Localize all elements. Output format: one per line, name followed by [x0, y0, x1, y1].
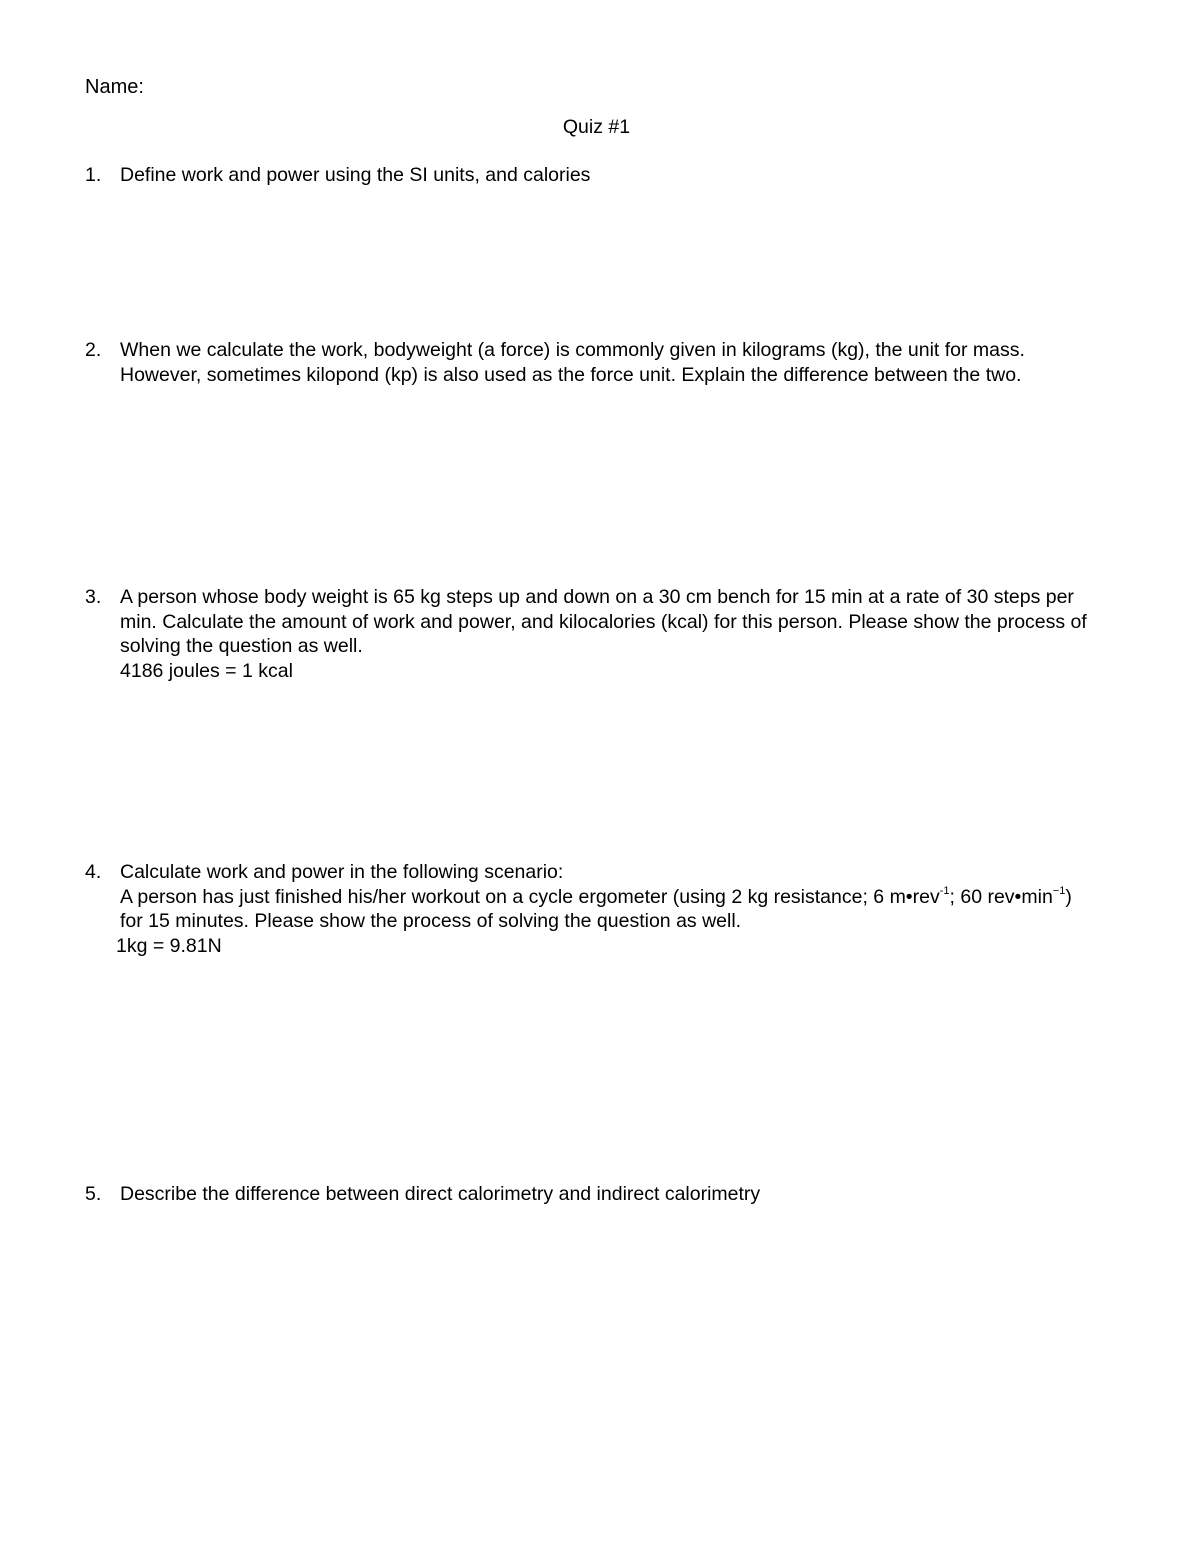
conversion-note: 4186 joules = 1 kcal: [120, 659, 293, 682]
conversion-note: 1kg = 9.81N: [116, 934, 222, 957]
question-text-a: A person has just finished his/her workout on a cycle ergometer (using 2 kg resistance; 6 m•rev: [120, 885, 940, 908]
question-number: 5.: [85, 1183, 102, 1205]
question-5: [85, 1182, 1115, 1207]
question-1: [85, 163, 1115, 188]
question-text-b: ; 60 rev•min: [949, 885, 1053, 908]
question-number: 1.: [85, 164, 102, 186]
question-3: [85, 585, 1115, 683]
question-number: 3.: [85, 586, 102, 608]
question-4: [85, 860, 1115, 958]
question-intro: Calculate work and power in the following scenario:: [120, 861, 564, 883]
question-text: Describe the difference between direct calorimetry and indirect calorimetry: [120, 1183, 761, 1205]
superscript-a: -1: [939, 885, 950, 897]
question-text: When we calculate the work, bodyweight (a force) is commonly given in kilograms (kg), the unit for mass. However, sometimes kilopond (kp) is also used as the force unit. Explain the difference between the two.: [120, 339, 1025, 386]
question-text: A person whose body weight is 65 kg steps up and down on a 30 cm bench for 15 min at a rate of 30 steps per min. Calculate the amount of work and power, and kilocalories (kcal) for this person. Please show the process of solving the question as well.: [120, 586, 1087, 657]
superscript-b: −1: [1052, 885, 1066, 897]
name-label: Name:: [85, 76, 144, 98]
page-title: Quiz #1: [562, 116, 631, 138]
question-text: Define work and power using the SI units, and calories: [120, 164, 591, 186]
question-2: [85, 338, 1115, 387]
question-text: [120, 885, 1085, 934]
question-number: 4.: [85, 861, 102, 883]
question-text-c: ) for 15 minutes. Please show the process of solving the question as well.: [120, 885, 1072, 932]
question-number: 2.: [85, 339, 102, 361]
